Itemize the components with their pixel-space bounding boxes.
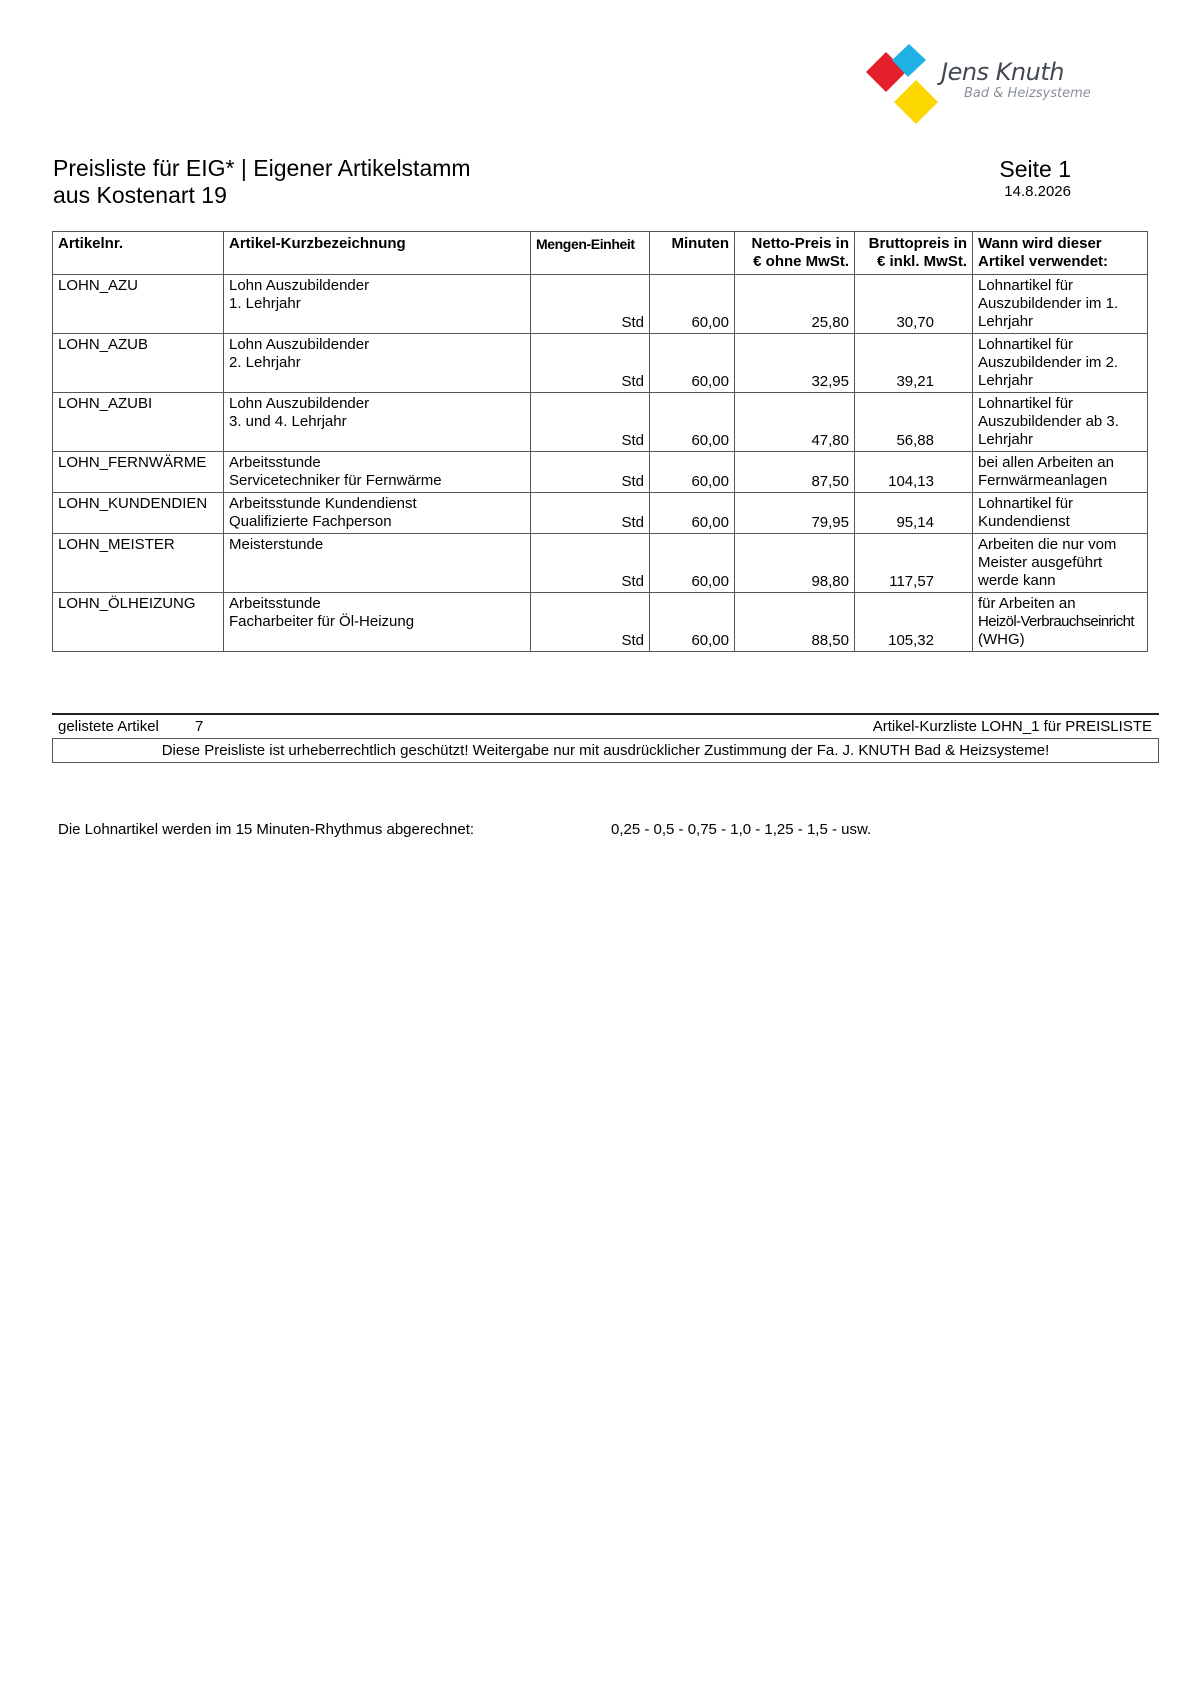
title-line-1: Preisliste für EIG* | Eigener Artikelstamm [53,155,471,181]
cell-net-price: 32,95 [735,334,855,393]
cell-usage: Arbeiten die nur vom Meister ausgeführt werde kann [973,534,1148,593]
cell-gross-price: 117,57 [855,534,973,593]
cell-usage: Lohnartikel für Auszubildender ab 3. Lehrjahr [973,393,1148,452]
cell-artnr: LOHN_ÖLHEIZUNG [53,593,224,652]
shortlist-label: Artikel-Kurzliste LOHN_1 für PREISLISTE [872,718,1152,735]
cell-usage: bei allen Arbeiten an Fernwärmeanlagen [973,452,1148,493]
listed-articles-label: gelistete Artikel [58,718,159,735]
cell-artnr: LOHN_AZUB [53,334,224,393]
cell-usage: Lohnartikel für Auszubildender im 1. Lehrjahr [973,275,1148,334]
cell-minutes: 60,00 [650,593,735,652]
table-row [53,334,1148,393]
col-header-usage: Wann wird dieser Artikel verwendet: [973,232,1148,275]
cell-desc: Arbeitsstunde Kundendienst Qualifizierte Fachperson [224,493,531,534]
cell-desc: Meisterstunde [224,534,531,593]
cell-net-price: 88,50 [735,593,855,652]
billing-rhythm-label: Die Lohnartikel werden im 15 Minuten-Rhythmus abgerechnet: [58,821,475,838]
page-title [53,155,471,209]
logo-name: Jens Knuth [941,58,1064,86]
cell-gross-price: 104,13 [855,452,973,493]
cell-gross-price: 95,14 [855,493,973,534]
col-header-desc: Artikel-Kurzbezeichnung [224,232,531,275]
table-row [53,452,1148,493]
cell-net-price: 47,80 [735,393,855,452]
col-header-artnr: Artikelnr. [53,232,224,275]
cell-artnr: LOHN_MEISTER [53,534,224,593]
cell-desc: Lohn Auszubildender 3. und 4. Lehrjahr [224,393,531,452]
billing-rhythm-values: 0,25 - 0,5 - 0,75 - 1,0 - 1,25 - 1,5 - usw. [611,821,872,838]
cell-desc: Arbeitsstunde Servicetechniker für Fernwärme [224,452,531,493]
cell-desc: Lohn Auszubildender 2. Lehrjahr [224,334,531,393]
document-date: 14.8.2026 [1004,183,1071,200]
cell-artnr: LOHN_FERNWÄRME [53,452,224,493]
cell-minutes: 60,00 [650,493,735,534]
cell-unit: Std [531,275,650,334]
table-header-row [53,232,1148,275]
cell-gross-price: 105,32 [855,593,973,652]
col-header-minutes: Minuten [650,232,735,275]
cell-artnr: LOHN_AZU [53,275,224,334]
cell-unit: Std [531,534,650,593]
cell-net-price: 79,95 [735,493,855,534]
title-line-2: aus Kostenart 19 [53,182,227,208]
table-row [53,534,1148,593]
cell-minutes: 60,00 [650,334,735,393]
table-row [53,275,1148,334]
cell-minutes: 60,00 [650,452,735,493]
cell-usage: für Arbeiten an Heizöl-Verbrauchseinricht (WHG) [973,593,1148,652]
cell-desc: Arbeitsstunde Facharbeiter für Öl-Heizung [224,593,531,652]
table-row [53,393,1148,452]
cell-gross-price: 39,21 [855,334,973,393]
cell-usage: Lohnartikel für Auszubildender im 2. Lehrjahr [973,334,1148,393]
col-header-unit: Mengen-Einheit [531,232,650,275]
table-row [53,493,1148,534]
page-number: Seite 1 [999,156,1071,182]
col-header-net: Netto-Preis in € ohne MwSt. [735,232,855,275]
logo-subtitle: Bad & Heizsysteme [964,86,1091,101]
cell-net-price: 98,80 [735,534,855,593]
cell-artnr: LOHN_KUNDENDIEN [53,493,224,534]
price-table [52,231,1148,652]
cell-net-price: 25,80 [735,275,855,334]
cell-unit: Std [531,452,650,493]
cell-minutes: 60,00 [650,534,735,593]
cell-desc: Lohn Auszubildender 1. Lehrjahr [224,275,531,334]
cell-unit: Std [531,593,650,652]
cell-artnr: LOHN_AZUBI [53,393,224,452]
cell-minutes: 60,00 [650,393,735,452]
cell-gross-price: 30,70 [855,275,973,334]
cell-usage: Lohnartikel für Kundendienst [973,493,1148,534]
listed-articles-count: 7 [195,718,204,735]
cell-unit: Std [531,334,650,393]
cell-unit: Std [531,393,650,452]
col-header-gross: Bruttopreis in € inkl. MwSt. [855,232,973,275]
cell-unit: Std [531,493,650,534]
cell-gross-price: 56,88 [855,393,973,452]
company-logo [866,44,1096,136]
cell-net-price: 87,50 [735,452,855,493]
table-row [53,593,1148,652]
logo-mark-icon [866,44,946,136]
footer-divider [52,713,1159,715]
cell-minutes: 60,00 [650,275,735,334]
copyright-notice: Diese Preisliste ist urheberrechtlich geschützt! Weitergabe nur mit ausdrücklicher Zustimmung der Fa. J. KNUTH Bad & Heizsysteme! [52,738,1159,763]
